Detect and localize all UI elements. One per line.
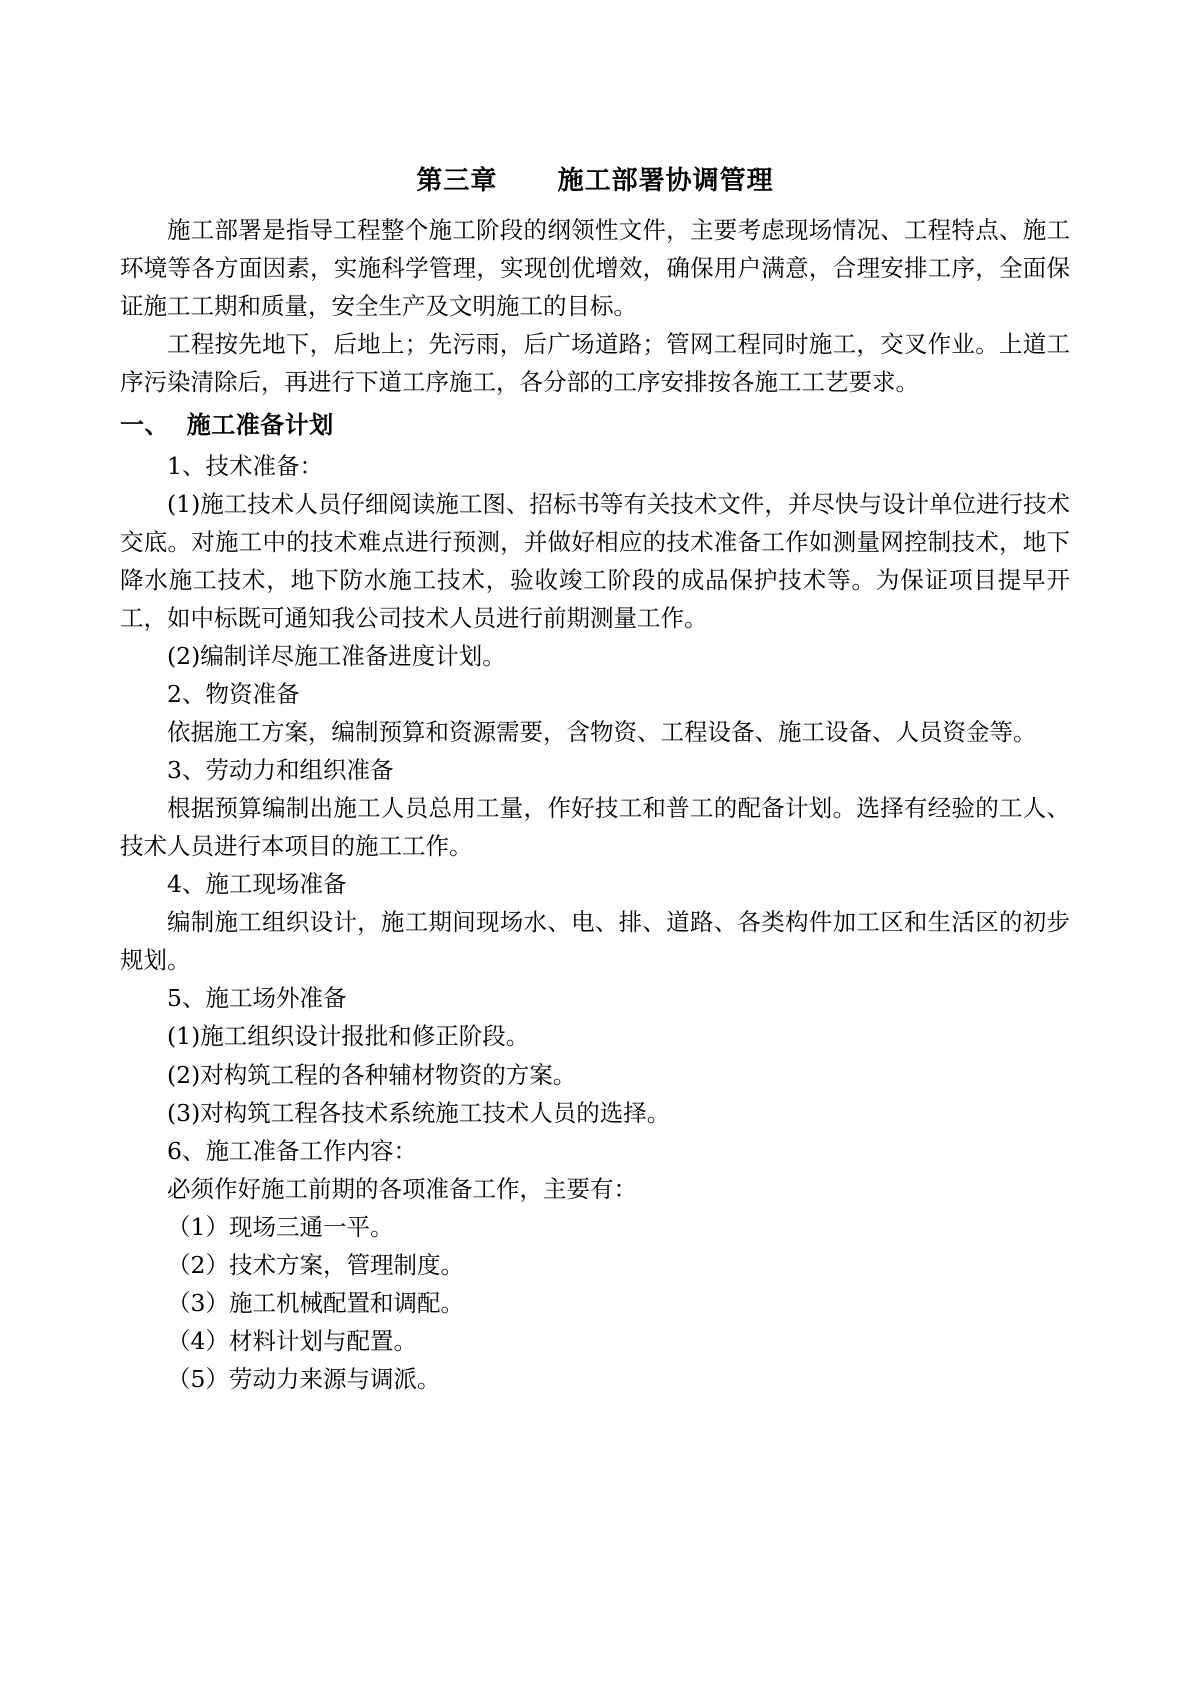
paragraph: (2)对构筑工程的各种辅材物资的方案。: [167, 1060, 577, 1089]
document-body: [120, 211, 1070, 1398]
paragraph: (2)编制详尽施工准备进度计划。: [167, 641, 506, 670]
section-heading: 一、 施工准备计划: [120, 411, 334, 440]
paragraph: （1）现场三通一平。: [167, 1212, 394, 1241]
paragraph: 必须作好施工前期的各项准备工作，主要有：: [167, 1174, 637, 1203]
paragraph: 2、物资准备: [167, 679, 300, 708]
page-title: 第三章 施工部署协调管理: [416, 166, 774, 196]
paragraph: （5）劳动力来源与调派。: [167, 1365, 441, 1393]
paragraph: 1、技术准备：: [167, 451, 323, 480]
paragraph: (1)施工组织设计报批和修正阶段。: [167, 1022, 530, 1051]
paragraph: 编制施工组织设计，施工期间现场水、电、排、道路、各类构件加工区和生活区的初步规划。: [120, 908, 1070, 975]
paragraph: 根据预算编制出施工人员总用工量，作好技工和普工的配备计划。选择有经验的工人、技术人员进行本项目的施工工作。: [120, 794, 1070, 861]
paragraph: 依据施工方案，编制预算和资源需要，含物资、工程设备、施工设备、人员资金等。: [167, 717, 1037, 746]
paragraph: 6、施工准备工作内容：: [167, 1136, 417, 1165]
paragraph: 3、劳动力和组织准备: [167, 756, 394, 784]
paragraph: （4）材料计划与配置。: [167, 1326, 417, 1355]
paragraph: 5、施工场外准备: [167, 984, 347, 1013]
paragraph: (3)对构筑工程各技术系统施工技术人员的选择。: [167, 1098, 671, 1127]
paragraph: 4、施工现场准备: [167, 870, 347, 899]
paragraph: （3）施工机械配置和调配。: [167, 1288, 464, 1317]
paragraph: 工程按先地下，后地上；先污雨，后广场道路；管网工程同时施工，交叉作业。上道工序污染清除后，再进行下道工序施工，各分部的工序安排按各施工工艺要求。: [120, 330, 1070, 397]
paragraph: (1)施工技术人员仔细阅读施工图、招标书等有关技术文件，并尽快与设计单位进行技术交底。对施工中的技术难点进行预测，并做好相应的技术准备工作如测量网控制技术，地下降水施工技术，地下防水施工技术，验收竣工阶段的成品保护技术等。为保证项目提早开工，如中标既可通知我公司技术人员进行前期测量工作。: [120, 489, 1070, 632]
paragraph: 施工部署是指导工程整个施工阶段的纲领性文件，主要考虑现场情况、工程特点、施工环境等各方面因素，实施科学管理，实现创优增效，确保用户满意，合理安排工序，全面保证施工工期和质量，安全生产及文明施工的目标。: [120, 216, 1070, 321]
paragraph: （2）技术方案，管理制度。: [167, 1250, 464, 1279]
